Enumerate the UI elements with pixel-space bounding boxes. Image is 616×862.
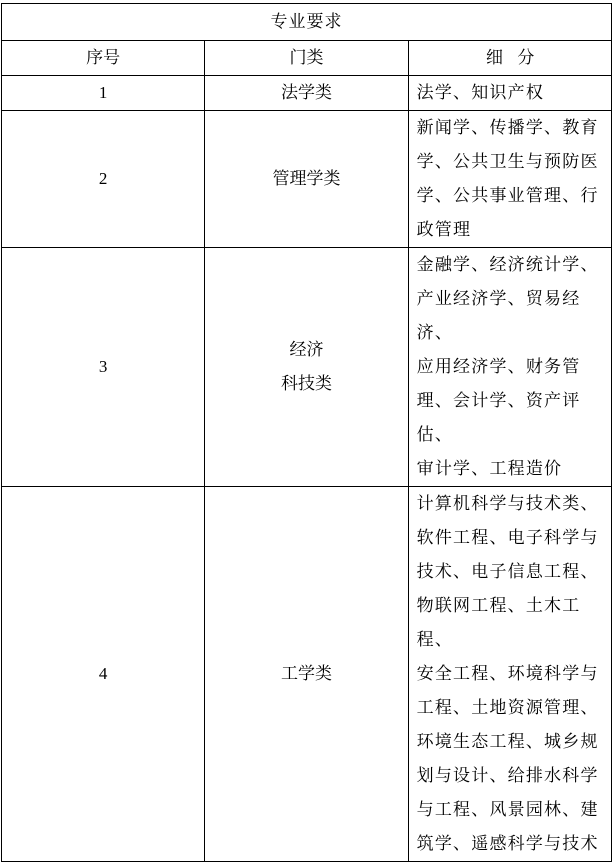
category-line: 经济: [289, 340, 324, 360]
row-category: [205, 248, 408, 487]
major-requirements-table: [1, 3, 612, 862]
detail-line: 学、公共事业管理、行政管理: [416, 186, 599, 240]
header-category: 门类: [205, 41, 408, 76]
row-detail: [408, 111, 611, 248]
row-index: 1: [2, 76, 205, 111]
table-title: 专业要求: [2, 4, 612, 41]
detail-line: 新闻学、传播学、教育学、公共卫生与预防医: [416, 118, 599, 172]
category-line: 科技类: [280, 374, 332, 394]
detail-line: 应用经济学、财务管理、会计学、资产评估、: [416, 357, 581, 445]
detail-line: 法学、知识产权: [416, 83, 545, 103]
table-row: [2, 248, 612, 487]
row-category: [205, 111, 408, 248]
row-category: [205, 487, 408, 862]
row-index: 2: [2, 111, 205, 248]
header-index: 序号: [2, 41, 205, 76]
row-category: [205, 76, 408, 111]
detail-line: 计算机科学与技术类、软件工程、电子科学与: [416, 494, 599, 548]
row-index: 3: [2, 248, 205, 487]
detail-line: 金融学、经济统计学、产业经济学、贸易经济、: [416, 255, 599, 343]
detail-line: 环境生态工程、城乡规划与设计、给排水科学: [416, 732, 599, 786]
row-index: 4: [2, 487, 205, 862]
detail-line: 审计学、工程造价: [416, 459, 563, 479]
detail-line: 技术、电子信息工程、物联网工程、土木工程、: [416, 562, 599, 650]
table-row: [2, 111, 612, 248]
detail-line: 安全工程、环境科学与工程、土地资源管理、: [416, 664, 599, 718]
row-detail: [408, 487, 611, 862]
row-detail: [408, 76, 611, 111]
table-row: [2, 76, 612, 111]
table-row: [2, 487, 612, 862]
category-line: 法学类: [280, 83, 332, 103]
category-line: 工学类: [280, 664, 332, 684]
detail-line: 与工程、风景园林、建筑学、遥感科学与技术: [416, 800, 599, 854]
header-detail: 细 分: [408, 41, 611, 76]
category-line: 管理学类: [272, 169, 341, 189]
row-detail: [408, 248, 611, 487]
